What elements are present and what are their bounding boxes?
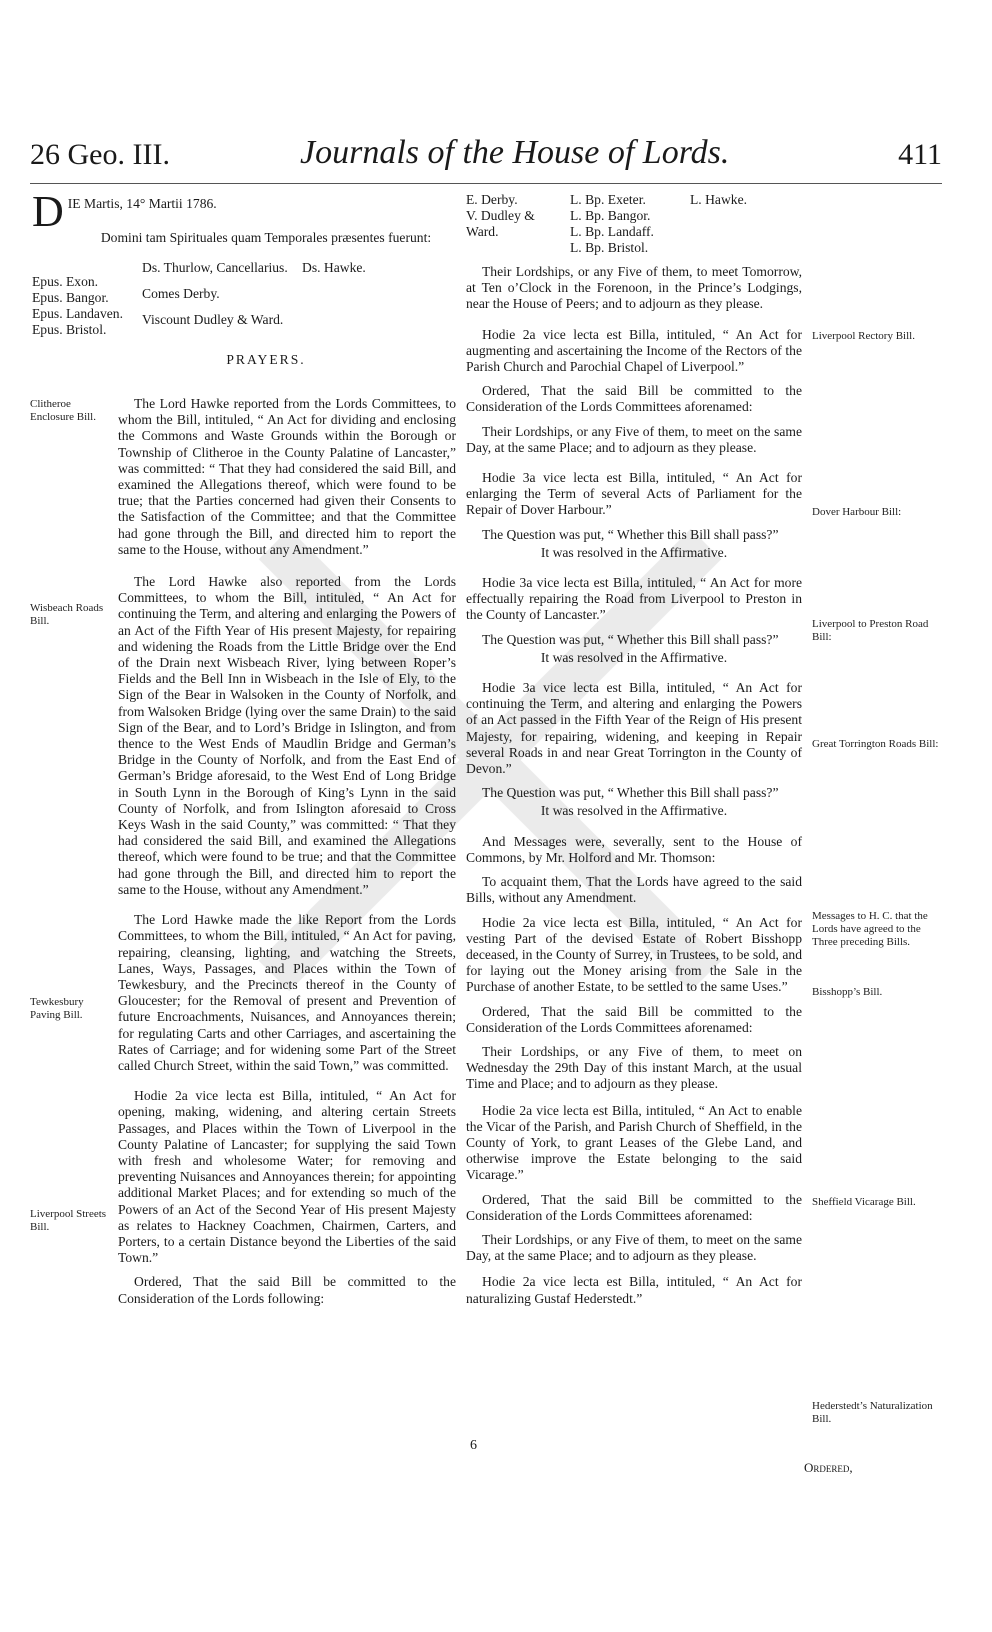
committee-member: V. Dudley & Ward. bbox=[466, 208, 535, 239]
right-column bbox=[466, 192, 802, 1315]
paragraph: And Messages were, severally, sent to the House of Commons, by Mr. Holford and Mr. Thomson: bbox=[466, 833, 802, 865]
paragraph: Ordered, That the said Bill be committed to the Consideration of the Lords following: bbox=[118, 1274, 456, 1306]
margin-note: Bisshopp’s Bill. bbox=[812, 986, 883, 998]
bishops-list bbox=[32, 252, 142, 338]
paragraph: Hodie 2a vice lecta est Billa, intituled, “ An Act for augmenting and ascertaining the Income of the Rectors of the Parish Church and Parochial Chapel of Liverpool.” bbox=[466, 326, 802, 375]
page-header bbox=[30, 132, 942, 180]
margin-note: Dover Harbour Bill: bbox=[812, 506, 902, 518]
paragraph: The Lord Hawke made the like Report from the Lords Committees, to whom the Bill, intituled, “ An Act for paving, repairing, cleansing, lighting, and watching the Streets, Lanes, Ways, Passages, and Places within the Town of Tewkesbury, and the Precincts thereof in the County of Gloucester; for the Removal of present and Prevention of future Encroachments, Nuisances, and Annoyances therein; for regulating Carts and other Carriages, and ascertaining the Rates of Carriage; and for widening some Part of the Street called Church Street, within the said Town,” was committed. bbox=[118, 912, 456, 1073]
paragraph: Ordered, That the said Bill be committed to the Consideration of the Lords Committees aforenamed: bbox=[466, 383, 802, 415]
paragraph: Their Lordships, or any Five of them, to meet on the same Day, at the same Place; and to adjourn as they please. bbox=[466, 1231, 802, 1264]
committee-member: E. Derby. bbox=[466, 192, 518, 207]
resolution: It was resolved in the Affirmative. bbox=[540, 803, 728, 819]
drop-cap: D bbox=[32, 187, 64, 236]
resolution: It was resolved in the Affirmative. bbox=[540, 544, 728, 560]
header-rule bbox=[30, 183, 942, 184]
bishop: Epus. Exon. bbox=[32, 274, 99, 289]
paragraph: To acquaint them, That the Lords have agreed to the said Bills, without any Amendment. bbox=[466, 874, 802, 906]
paragraph: Hodie 3a vice lecta est Billa, intituled, “ An Act for continuing the Term, and altering and enlarging the Powers of an Act passed in the Fifth Year of the Reign of His present Majesty, for repairing, widening, and keeping in Repair several Roads in and near Great Torrington in the County of Devon.” bbox=[466, 680, 802, 777]
paragraph: The Lord Hawke reported from the Lords Committees, to whom the Bill, intituled, “ An Act for dividing and enclosing the Commons and Waste Grounds within the Borough or Township of Clitheroe in the County Palatine of Lancaster,” was committed: “ That they had considered the said Bill, and examined the Allegations thereof, which were found to be true; that the Parties concerned had given their Consents to the Satisfaction of the Committee; and that the Committee had gone through the Bill, and directed him to report the same to the House, without any Amendment.” bbox=[118, 396, 456, 557]
paragraph: Hodie 2a vice lecta est Billa, intituled, “ An Act for naturalizing Gustaf Hederstedt.” bbox=[466, 1274, 802, 1306]
paragraph: Hodie 3a vice lecta est Billa, intituled, “ An Act for more effectually repairing the Road from Liverpool to Preston in the County of Lancaster.” bbox=[466, 575, 802, 623]
paragraph: The Lord Hawke also reported from the Lords Committees, to whom the Bill, intituled, “ An Act for continuing the Term, and altering and enlarging the Powers of an Act of the Fifth Year of His present Majesty, for repairing and widening the Roads from the Little Bridge over the End of the Drain next Wisbeach River, lying between Roper’s Fields and the Bell Inn in Wisbeach in the Isle of Ely, to the Sign of the Bear in Walsoken in the County of Norfolk, and from Walsoken Bridge (lying over the same Drain) to the said Sign of the Bear, and to Lord’s Bridge in Islington, and from thence to the West Ends of Maudlin Bridge and German’s Bridge in the County of Norfolk, and from the East End of German’s Bridge aforesaid, to the West End of Long Bridge in South Lynn in the Borough of King’s Lynn in the said County of Norfolk, and from Islington aforesaid to Cross Keys Wash in the said County,” was committed: “ That they had considered the said Bill, and examined the Allegations thereof, which were found to be true; and that the Committee had gone through the Bill, and directed him to report the same to the House, without any Amendment.” bbox=[118, 574, 456, 897]
lord: Comes Derby. bbox=[142, 286, 220, 301]
committee-member: L. Bp. Landaff. bbox=[570, 224, 654, 239]
margin-note: Clitheroe Enclosure Bill. bbox=[30, 398, 96, 423]
paragraph: Hodie 2a vice lecta est Billa, intituled, “ An Act to enable the Vicar of the Parish, and Parish Church of Sheffield, in the County of York, to grant Leases of the Glebe Land, and otherwise improve the Estate belonging to the said Vicarage.” bbox=[466, 1102, 802, 1183]
margin-note: Tewkesbury Paving Bill. bbox=[30, 996, 84, 1021]
lord: Ds. Thurlow, Cancellarius. bbox=[142, 260, 288, 275]
paragraph: Hodie 2a vice lecta est Billa, intituled, “ An Act for opening, making, widening, and altering certain Streets Passages, and Places within the Town of Liverpool in the County Palatine of Lancaster; for supplying the said Town with fresh and wholesome Water; for removing and preventing Nuisances and Annoyances therein; for appointing additional Market Places; and for extending so much of the Powers of an Act of the Second Year of His present Majesty as relates to Hackney Coachmen, Chairmen, Carters, and Porters, to a certain Distance beyond the Liberties of the said Town.” bbox=[118, 1088, 456, 1266]
committee-member: L. Bp. Bangor. bbox=[570, 208, 651, 223]
margin-note: Sheffield Vicarage Bill. bbox=[812, 1196, 916, 1208]
paragraph: Their Lordships, or any Five of them, to meet on the same Day, at the same Place; and to adjourn as they please. bbox=[466, 423, 802, 455]
lord: Ds. Hawke. bbox=[302, 260, 366, 275]
margin-note: Liverpool Streets Bill. bbox=[30, 1208, 107, 1233]
bishop: Epus. Bristol. bbox=[32, 322, 107, 337]
lord: Viscount Dudley & Ward. bbox=[142, 312, 284, 327]
page-number: 411 bbox=[898, 138, 942, 171]
margin-note: Hederstedt’s Naturalization Bill. bbox=[812, 1400, 933, 1425]
bishop: Epus. Bangor. bbox=[32, 290, 109, 305]
catchword: Ordered, bbox=[804, 1460, 853, 1475]
prayers-heading: PRAYERS. bbox=[226, 352, 306, 367]
paragraph: Ordered, That the said Bill be committed to the Consideration of the Lords Committees aforenamed: bbox=[466, 1191, 802, 1223]
present-line: Domini tam Spirituales quam Temporales præsentes fuerunt: bbox=[100, 230, 432, 245]
paragraph: Ordered, That the said Bill be committed to the Consideration of the Lords Committees aforenamed: bbox=[466, 1003, 802, 1035]
committee-member: L. Bp. Exeter. bbox=[570, 192, 646, 207]
journal-title: Journals of the House of Lords. bbox=[300, 134, 730, 171]
margin-note: Great Torrington Roads Bill: bbox=[812, 738, 939, 750]
regnal-year: 26 Geo. III. bbox=[30, 138, 170, 171]
margin-note: Liverpool Rectory Bill. bbox=[812, 330, 915, 342]
lords-list bbox=[142, 252, 302, 338]
paragraph: Hodie 2a vice lecta est Billa, intituled, “ An Act for vesting Part of the devised Estate of Robert Bisshopp deceased, in the County of Surrey, in Trustees, to be sold, and for laying out the Money arising from the Sale in the Purchase of another Estate, to be settled to the same Uses.” bbox=[466, 914, 802, 995]
margin-note: Messages to H. C. that the Lords have agreed to the Three preceding Bills. bbox=[812, 910, 928, 948]
margin-note: Liverpool to Preston Road Bill: bbox=[812, 618, 929, 643]
paragraph: Their Lordships, or any Five of them, to meet on Wednesday the 29th Day of this instant March, at the usual Time and Place; and to adjourn as they please. bbox=[466, 1043, 802, 1092]
question: The Question was put, “ Whether this Bill shall pass?” bbox=[482, 526, 779, 542]
paragraph: Their Lordships, or any Five of them, to meet Tomorrow, at Ten o’Clock in the Forenoon, in the Prince’s Lodgings, near the House of Peers; and to adjourn as they please. bbox=[466, 264, 802, 312]
committee-member: L. Bp. Bristol. bbox=[570, 240, 649, 255]
resolution: It was resolved in the Affirmative. bbox=[540, 649, 728, 665]
committee-list bbox=[466, 192, 802, 256]
signature-mark: 6 bbox=[470, 1438, 477, 1453]
paragraph: Hodie 3a vice lecta est Billa, intituled, “ An Act for enlarging the Term of several Acts of Parliament for the Repair of Dover Harbour.” bbox=[466, 470, 802, 518]
session-date: IE Martis, 14° Martii 1786. bbox=[67, 196, 217, 211]
question: The Question was put, “ Whether this Bill shall pass?” bbox=[482, 785, 779, 801]
left-column-text bbox=[118, 396, 456, 1315]
opening-block bbox=[30, 187, 460, 378]
margin-note: Wisbeach Roads Bill. bbox=[30, 602, 104, 627]
question: The Question was put, “ Whether this Bill shall pass?” bbox=[482, 631, 779, 647]
lords-list-right bbox=[302, 252, 366, 338]
committee-member: L. Hawke. bbox=[690, 192, 747, 207]
bishop: Epus. Landaven. bbox=[32, 306, 123, 321]
